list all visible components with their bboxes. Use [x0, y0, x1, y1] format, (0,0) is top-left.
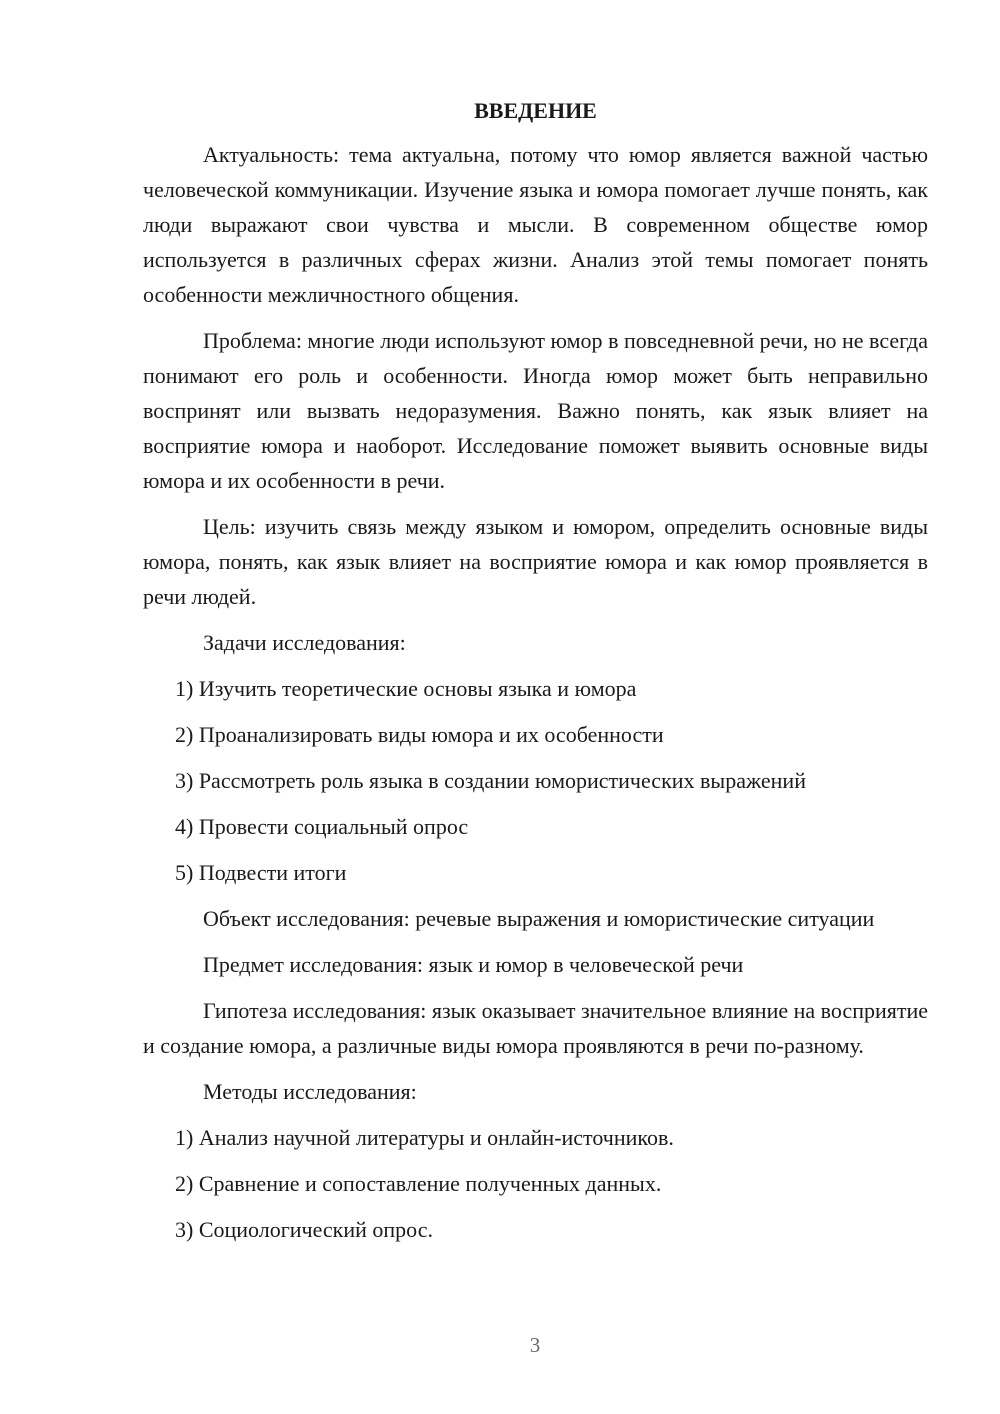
problem-paragraph: Проблема: многие люди используют юмор в повседневной речи, но не всегда понимают его роль и особенности. Иногда юмор может быть неправильно воспринят или вызвать недоразумения. Важно понять, как язык влияет на восприятие юмора и наоборот. Исследование поможет выявить основные виды юмора и их особенности в речи.	[143, 328, 928, 493]
task-item: 3) Рассмотреть роль языка в создании юмористических выражений	[175, 768, 806, 793]
document-page	[143, 94, 928, 1258]
task-item: 5) Подвести итоги	[175, 860, 347, 885]
goal-paragraph: Цель: изучить связь между языком и юмором, определить основные виды юмора, понять, как язык влияет на восприятие юмора и как юмор проявляется в речи людей.	[143, 514, 928, 609]
task-item: 4) Провести социальный опрос	[175, 814, 469, 839]
task-item: 2) Проанализировать виды юмора и их особенности	[175, 722, 664, 747]
task-item: 1) Изучить теоретические основы языка и юмора	[175, 676, 637, 701]
method-item: 3) Социологический опрос.	[175, 1217, 433, 1242]
method-item: 2) Сравнение и сопоставление полученных данных.	[175, 1171, 662, 1196]
page-title: ВВЕДЕНИЕ	[474, 98, 597, 123]
relevance-paragraph: Актуальность: тема актуальна, потому что юмор является важной частью человеческой коммуникации. Изучение языка и юмора помогает лучше понять, как люди выражают свои чувства и мысли. В современном обществе юмор используется в различных сферах жизни. Анализ этой темы помогает понять особенности межличностного общения.	[143, 142, 928, 307]
subject-paragraph: Предмет исследования: язык и юмор в человеческой речи	[203, 952, 744, 977]
hypothesis-paragraph: Гипотеза исследования: язык оказывает значительное влияние на восприятие и создание юмора, а различные виды юмора проявляются в речи по-разному.	[143, 998, 929, 1058]
tasks-heading: Задачи исследования:	[203, 630, 406, 655]
object-paragraph: Объект исследования: речевые выражения и юмористические ситуации	[203, 906, 875, 931]
page-number: 3	[529, 1333, 541, 1357]
methods-heading: Методы исследования:	[203, 1079, 417, 1104]
method-item: 1) Анализ научной литературы и онлайн-источников.	[175, 1125, 674, 1150]
